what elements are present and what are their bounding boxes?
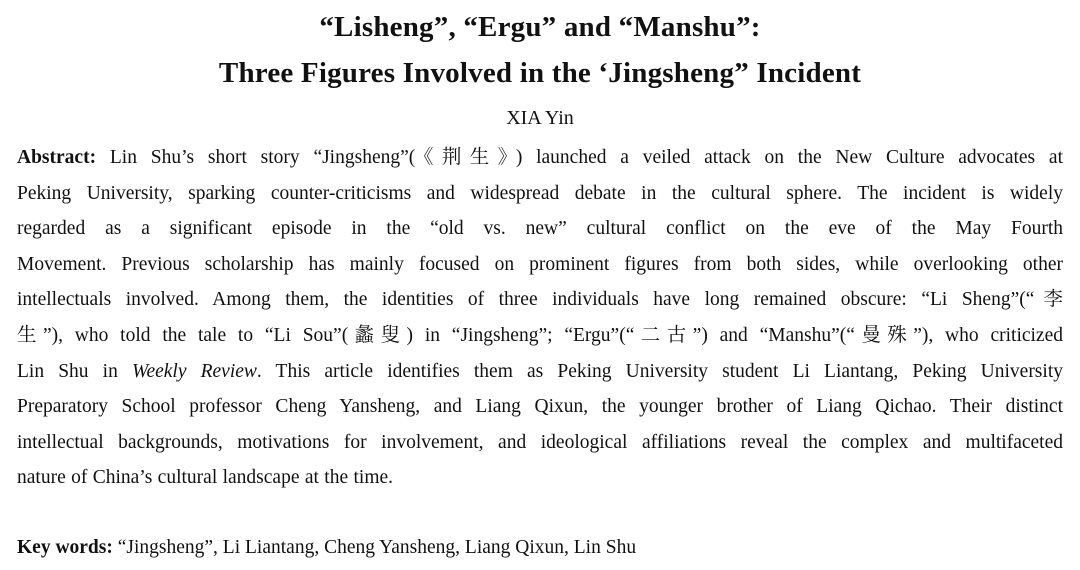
keywords-text: “Jingsheng”, Li Liantang, Cheng Yansheng, Liang Qixun, Lin Shu bbox=[117, 537, 637, 558]
abstract-line-1 bbox=[17, 140, 1063, 176]
abstract-paragraph bbox=[17, 140, 1063, 496]
keywords bbox=[17, 533, 1063, 563]
abstract-line-1-text: Lin Shu’s short story “Jingsheng”(《荆生》) launched a veiled attack on the New Culture advocates at bbox=[109, 147, 1064, 168]
abstract-label: Abstract: bbox=[17, 147, 97, 168]
title-line-1: “Lisheng”, “Ergu” and “Manshu”: bbox=[319, 11, 761, 43]
abstract-line-5: intellectuals involved. Among them, the identities of three individuals have long remained obscure: “Li Sheng”(“李 bbox=[17, 289, 1063, 311]
journal-title-weekly-review: Weekly Review bbox=[131, 360, 257, 382]
abstract-line-6: 生”), who told the tale to “Li Sou”(蠡叟) in “Jingsheng”; “Ergu”(“二古”) and “Manshu”(“曼殊”), who criticized bbox=[17, 324, 1063, 346]
title-line-2: Three Figures Involved in the ‘Jingsheng” Incident bbox=[218, 57, 862, 89]
abstract-line-7-after: . This article identifies them as Peking University student Li Liantang, Peking University bbox=[256, 360, 1063, 382]
keywords-label: Key words: bbox=[17, 537, 113, 558]
abstract-line-7 bbox=[17, 354, 1063, 390]
abstract-line-2: Peking University, sparking counter-criticisms and widespread debate in the cultural sphere. The incident is widely bbox=[17, 182, 1063, 204]
abstract-line-4: Movement. Previous scholarship has mainly focused on prominent figures from both sides, while overlooking other bbox=[17, 253, 1063, 275]
abstract-line-9: intellectual backgrounds, motivations for involvement, and ideological affiliations reveal the complex and multifaceted bbox=[17, 431, 1063, 453]
abstract-line-10: nature of China’s cultural landscape at the time. bbox=[17, 467, 394, 489]
abstract-line-8: Preparatory School professor Cheng Yansheng, and Liang Qixun, the younger brother of Liang Qichao. Their distinct bbox=[17, 396, 1063, 418]
abstract-line-3: regarded as a significant episode in the “old vs. new” cultural conflict on the eve of the May Fourth bbox=[17, 218, 1063, 240]
abstract-line-7-before: Lin Shu in bbox=[17, 360, 132, 382]
author-name: XIA Yin bbox=[506, 107, 574, 129]
